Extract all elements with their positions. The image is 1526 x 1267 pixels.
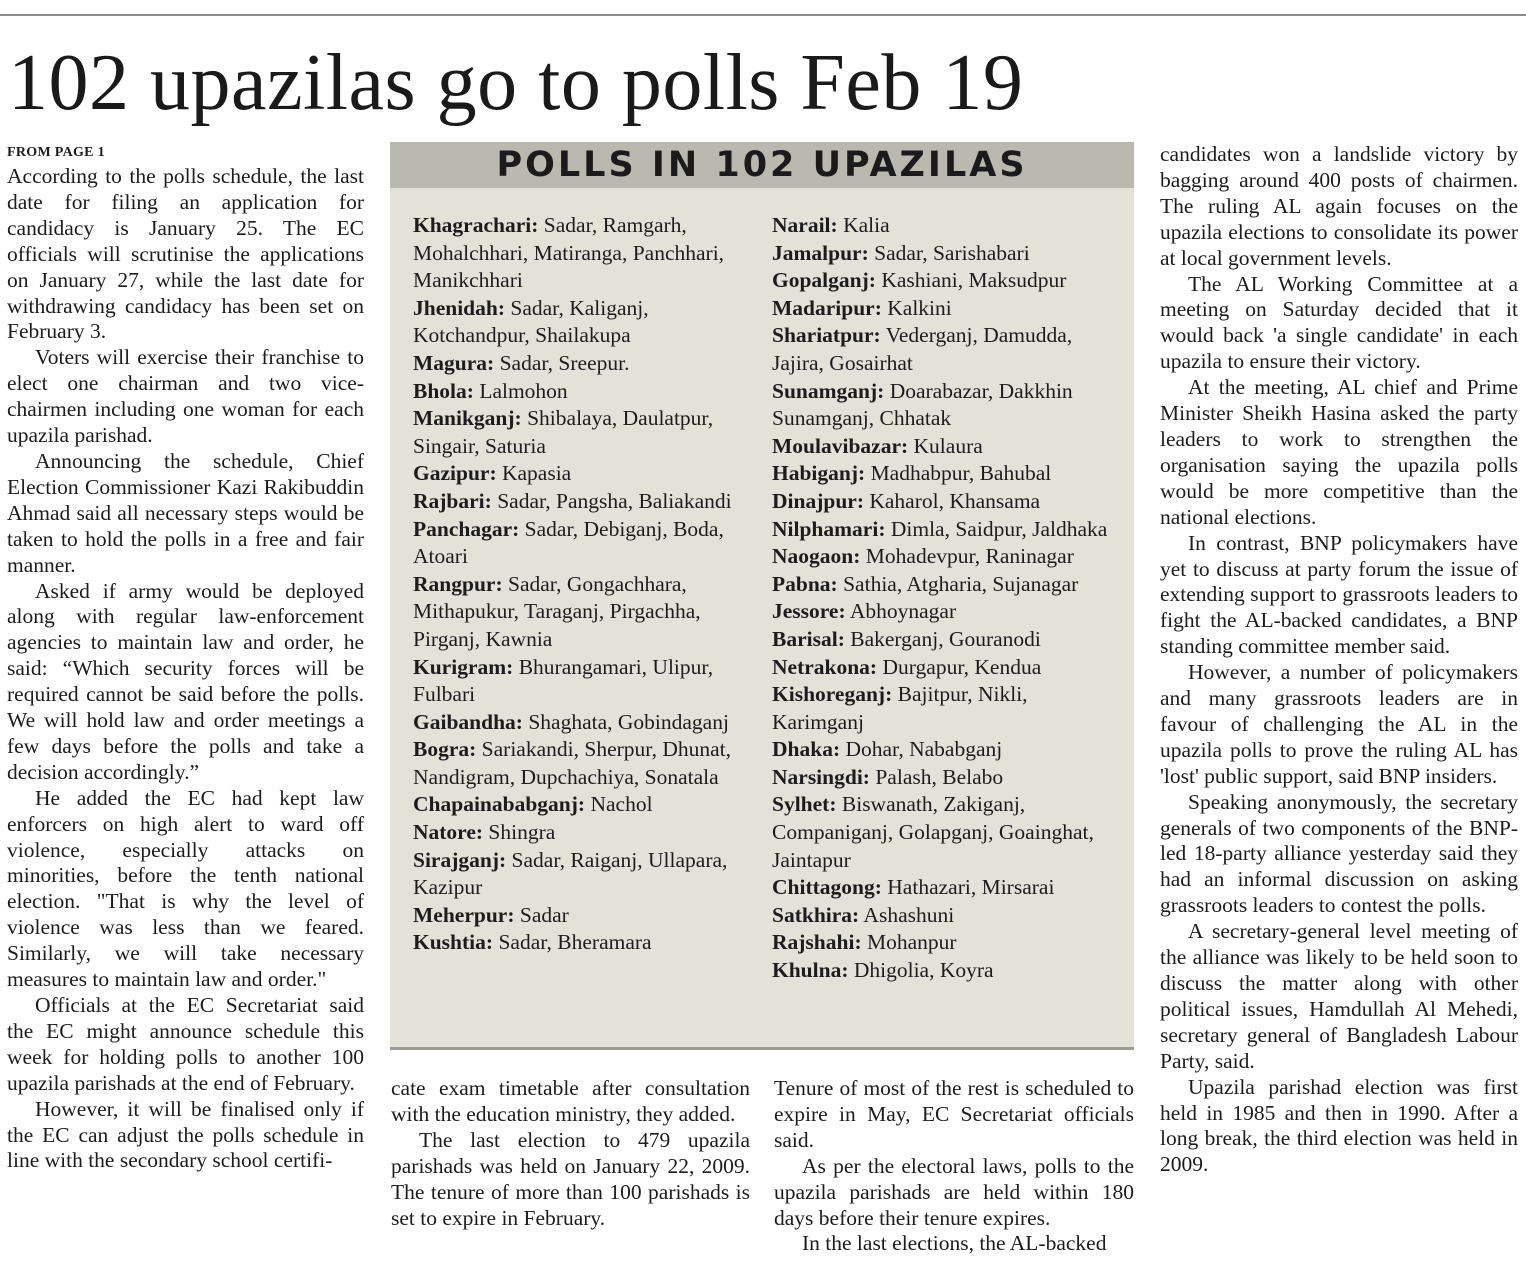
upazila-list: Ashashuni (863, 902, 955, 927)
upazila-list: Kaharol, Khansama (869, 488, 1041, 513)
upazila-list: Bakerganj, Gouranodi (850, 626, 1041, 651)
upazila-list: Sadar, Sarishabari (874, 240, 1030, 265)
district-entry (413, 460, 759, 488)
district-entry (772, 736, 1117, 764)
district-entry (772, 598, 1117, 626)
upazila-list: Dhigolia, Koyra (853, 958, 994, 983)
district-entry (772, 516, 1117, 544)
upazila-list: Madhabpur, Bahubal (870, 461, 1052, 486)
paragraph: A secretary-general level meeting of the alliance was likely to be held soon to discuss the matter along with other political issues, Hamdullah Al Mehedi, secretary general of Bangladesh Labour Party, said. (1160, 919, 1518, 1073)
headline: 102 upazilas go to polls Feb 19 (8, 39, 1024, 127)
district-name: Narail: (772, 213, 838, 237)
district-entry (772, 929, 1117, 957)
district-name: Netrakona: (772, 654, 878, 679)
top-rule (0, 14, 1526, 16)
district-entry (413, 929, 759, 957)
district-name: Narsingdi: (772, 764, 870, 789)
district-entry (413, 902, 759, 930)
district-name: Dinajpur: (772, 488, 864, 513)
upazila-list: Sathia, Atgharia, Sujanagar (843, 571, 1079, 596)
paragraph: The AL Working Committee at a meeting on Saturday decided that it would back 'a single candidate' in each upazila to ensure their victory. (1160, 271, 1518, 374)
paragraph: Officials at the EC Secretariat said the EC might announce schedule this week for holding polls to another 100 upazila parishads at the end of February. (7, 993, 364, 1095)
upazila-list: Abhoynagar (849, 599, 957, 624)
district-entry (413, 709, 759, 737)
district-name: Shariatpur: (772, 323, 881, 348)
paragraph: The last election to 479 upazila parishads was held on January 22, 2009. The tenure of more than 100 parishads is set to expire in February. (391, 1127, 750, 1230)
district-entry (413, 378, 759, 406)
district-name: Manikganj: (413, 406, 522, 431)
district-name: Bhola: (413, 378, 474, 403)
upazila-list: Biswanath, Zakiganj, Companiganj, Golapganj, Goainghat, Jaintapur (772, 792, 1094, 872)
district-name: Kurigram: (413, 654, 514, 679)
district-entry (772, 322, 1117, 377)
district-entry (772, 654, 1117, 682)
paragraph: In contrast, BNP policymakers have yet to discuss at party forum the issue of extending support to grassroots leaders to fight the AL-backed candidates, a BNP standing committee member said. (1160, 530, 1518, 659)
district-entry (413, 295, 759, 350)
district-name: Bogra: (413, 737, 477, 762)
upazila-list: Bhurangamari, Ulipur, Fulbari (413, 654, 714, 707)
upazila-list: Kulaura (913, 433, 983, 458)
district-name: Satkhira: (772, 902, 860, 927)
district-entry (772, 240, 1117, 268)
box-title: POLLS IN 102 UPAZILAS (390, 142, 1134, 188)
upazila-list: Bajitpur, Nikli, Karimganj (772, 682, 1028, 734)
district-name: Jamalpur: (772, 240, 869, 265)
district-entry (772, 488, 1117, 516)
district-entry (772, 681, 1117, 736)
district-name: Barisal: (772, 626, 845, 651)
upazila-list: Mohadevpur, Raninagar (865, 544, 1074, 569)
upazila-list: Kalia (843, 213, 890, 237)
kicker: FROM PAGE 1 (7, 145, 105, 160)
district-entry (772, 764, 1117, 792)
paragraph: In the last elections, the AL-backed (802, 1231, 1107, 1256)
upazila-list: Dohar, Nababganj (845, 737, 1003, 762)
district-entry (772, 957, 1117, 985)
upazila-list: Sariakandi, Sherpur, Dhunat, Nandigram, Dupchachiya, Sonatala (413, 737, 731, 789)
district-name: Madaripur: (772, 295, 882, 320)
district-name: Kushtia: (413, 930, 494, 955)
district-name: Gopalganj: (772, 268, 876, 293)
upazila-list: Sadar, Pangsha, Baliakandi (497, 488, 732, 513)
district-entry (413, 350, 759, 378)
article-column-2 (391, 1076, 750, 1231)
upazila-list: Sadar, Raiganj, Ullapara, Kazipur (413, 847, 728, 900)
paragraph: Tenure of most of the rest is scheduled to expire in May, EC Secretariat officials said. (774, 1076, 1134, 1152)
paragraph: He added the EC had kept law enforcers on high alert to ward off violence, especially attacks on minorities, before the tenth national election. "That is why the level of violence was less than we feared. Similarly, we will take necessary measures to maintain law and order." (7, 785, 364, 992)
district-entry (413, 736, 759, 791)
district-name: Panchagar: (413, 516, 520, 541)
upazila-list: Kashiani, Maksudpur (881, 268, 1067, 293)
district-list-left (413, 212, 759, 957)
district-name: Naogaon: (772, 544, 861, 569)
upazila-list: Shaghata, Gobindaganj (528, 709, 729, 734)
district-name: Pabna: (772, 571, 838, 596)
district-name: Jhenidah: (413, 295, 506, 320)
district-name: Khagrachari: (413, 213, 539, 237)
district-name: Meherpur: (413, 902, 515, 927)
district-entry (413, 791, 759, 819)
upazila-list: Sadar, Debiganj, Boda, Atoari (413, 516, 724, 569)
paragraph: Voters will exercise their franchise to elect one chairman and two vice-chairmen including one woman for each upazila parishad. (7, 345, 364, 448)
district-entry (772, 626, 1117, 654)
district-entry (413, 571, 759, 654)
polls-sidebar-box (390, 142, 1134, 1050)
upazila-list: Sadar, Bheramara (498, 930, 652, 955)
district-entry (413, 819, 759, 847)
upazila-list: Kalkini (887, 295, 952, 320)
district-entry (772, 460, 1117, 488)
upazila-list: Nachol (590, 792, 653, 817)
district-entry (772, 433, 1117, 461)
paragraph: cate exam timetable after consultation with the education ministry, they added. (391, 1076, 750, 1126)
district-entry (772, 378, 1117, 433)
upazila-list: Shingra (488, 820, 556, 845)
district-name: Kishoreganj: (772, 682, 893, 707)
paragraph: Announcing the schedule, Chief Election Commissioner Kazi Rakibuddin Ahmad said all necessary steps would be taken to hold the polls in a free and fair manner. (7, 448, 364, 577)
district-entry (772, 571, 1117, 599)
paragraph: As per the electoral laws, polls to the upazila parishads are held within 180 days before their tenure expires. (774, 1153, 1134, 1230)
district-entry (413, 212, 759, 295)
district-entry (413, 847, 759, 902)
district-entry (772, 902, 1117, 930)
paragraph: According to the polls schedule, the last date for filing an application for candidacy is January 25. The EC officials will scrutinise the applications on January 27, while the last date for withdrawing candidacy has been set on February 3. (7, 164, 364, 344)
upazila-list: Sadar, Gongachhara, Mithapukur, Taraganj, Pirgachha, Pirganj, Kawnia (413, 571, 701, 651)
upazila-list: Hathazari, Mirsarai (887, 875, 1055, 900)
district-name: Jessore: (772, 599, 846, 624)
upazila-list: Palash, Belabo (875, 764, 1004, 789)
article-column-1 (7, 144, 364, 1174)
district-entry (772, 543, 1117, 571)
district-name: Habiganj: (772, 461, 866, 486)
district-name: Sunamganj: (772, 378, 885, 403)
paragraph: However, a number of policymakers and many grassroots leaders are in favour of challenging the AL in the upazila polls to prove the ruling AL has 'lost' public support, said BNP insiders. (1160, 660, 1518, 788)
district-name: Moulavibazar: (772, 433, 909, 458)
upazila-list: Shibalaya, Daulatpur, Singair, Saturia (413, 406, 714, 458)
district-entry (772, 791, 1117, 874)
district-name: Rajshahi: (772, 930, 862, 955)
upazila-list: Mohanpur (866, 930, 957, 955)
district-name: Rangpur: (413, 571, 503, 596)
district-entry (772, 295, 1117, 323)
district-entry (413, 488, 759, 516)
district-entry (772, 874, 1117, 902)
district-entry (413, 516, 759, 571)
upazila-list: Doarabazar, Dakkhin Sunamganj, Chhatak (772, 378, 1073, 431)
district-name: Nilphamari: (772, 516, 886, 541)
upazila-list: Sadar, Ramgarh, Mohalchhari, Matiranga, Panchhari, Manikchhari (413, 213, 725, 293)
district-name: Chittagong: (772, 875, 882, 900)
district-entry (413, 654, 759, 709)
upazila-list: Kapasia (501, 461, 572, 486)
district-entry (772, 212, 1117, 240)
upazila-list: Sadar, Kaliganj, Kotchandpur, Shailakupa (413, 295, 649, 348)
upazila-list: Sadar (519, 902, 569, 927)
district-name: Dhaka: (772, 737, 841, 762)
district-name: Sylhet: (772, 792, 837, 817)
district-name: Magura: (413, 350, 495, 375)
paragraph: candidates won a landslide victory by bagging around 400 posts of chairmen. The ruling AL again focuses on the upazila elections to consolidate its power at local government levels. (1160, 142, 1518, 270)
district-entry (772, 267, 1117, 295)
upazila-list: Lalmohon (479, 378, 568, 403)
district-name: Natore: (413, 820, 484, 845)
upazila-list: Dimla, Saidpur, Jaldhaka (890, 516, 1108, 541)
upazila-list: Vederganj, Damudda, Jajira, Gosairhat (772, 323, 1073, 375)
district-name: Gaibandha: (413, 709, 523, 734)
district-name: Chapainababganj: (413, 792, 586, 817)
district-name: Khulna: (772, 958, 849, 983)
article-column-4 (1160, 142, 1518, 1178)
paragraph: Upazila parishad election was first held in 1985 and then in 1990. After a long break, the third election was held in 2009. (1160, 1074, 1518, 1177)
district-entry (413, 405, 759, 460)
paragraph: Asked if army would be deployed along with regular law-enforcement agencies to maintain law and order, he said: “Which security forces will be required cannot be said before the polls. We will hold law and order meetings a few days before the polls and take a decision accordingly.” (7, 578, 364, 784)
district-list-right (772, 212, 1117, 985)
district-name: Gazipur: (413, 461, 497, 486)
district-name: Rajbari: (413, 488, 492, 513)
paragraph: At the meeting, AL chief and Prime Minister Sheikh Hasina asked the party leaders to work to strengthen the organisation saying the upazila polls would be more competitive than the national elections. (1160, 375, 1518, 529)
upazila-list: Sadar, Sreepur. (499, 350, 630, 375)
article-column-3 (774, 1076, 1134, 1257)
paragraph: Speaking anonymously, the secretary generals of two components of the BNP-led 18-party alliance yesterday said they had an informal discussion on asking grassroots leaders to contest the polls. (1160, 789, 1518, 918)
paragraph: However, it will be finalised only if the EC can adjust the polls schedule in line with the secondary school certifi- (7, 1096, 364, 1173)
district-name: Sirajganj: (413, 847, 507, 872)
upazila-list: Durgapur, Kendua (882, 654, 1042, 679)
